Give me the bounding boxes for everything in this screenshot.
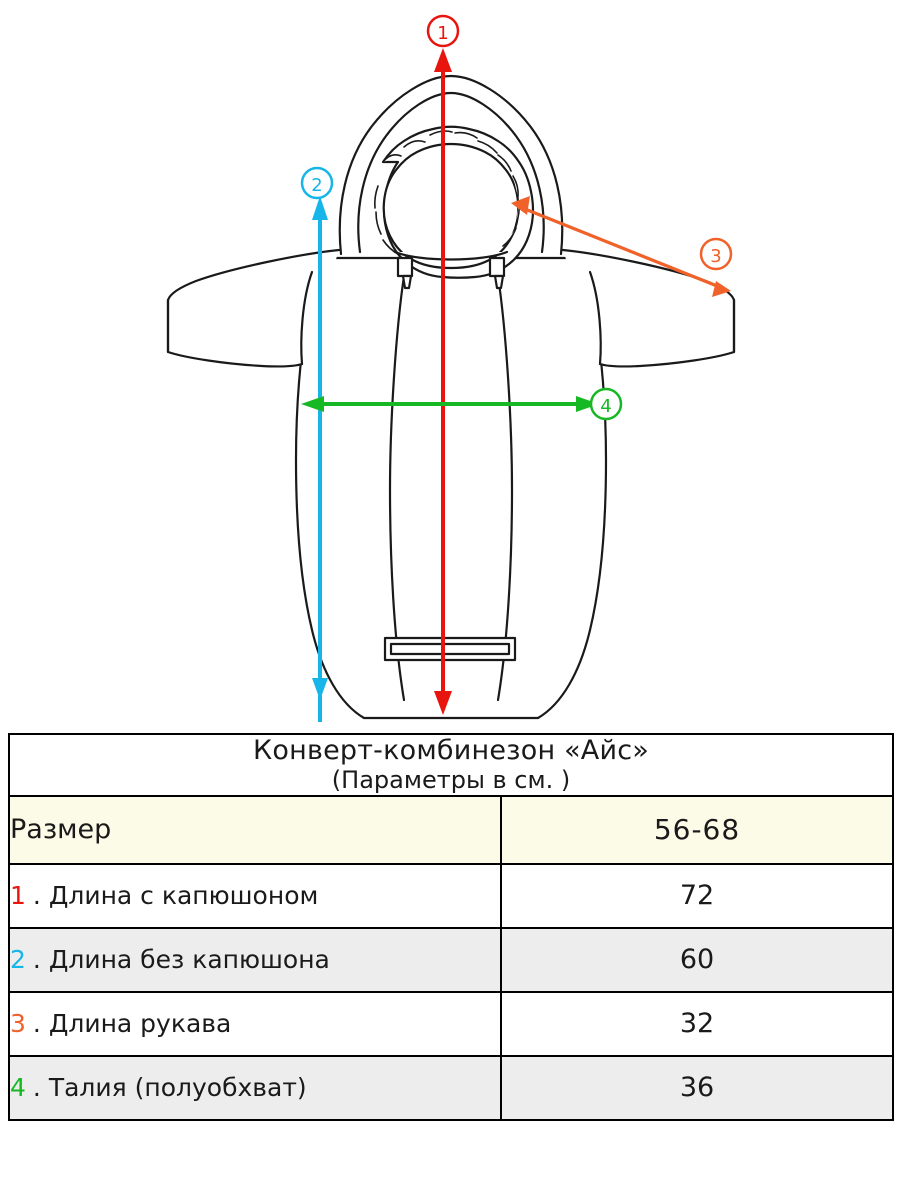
param-value-2: 60 <box>501 928 893 992</box>
param-cell-4 <box>9 1056 501 1120</box>
svg-text:1: 1 <box>437 23 449 44</box>
param-number-3: 3 <box>10 1009 26 1039</box>
svg-text:3: 3 <box>710 246 722 267</box>
param-label-4: Талия (полуобхват) <box>48 1073 307 1103</box>
header-size-label: Размер <box>9 796 501 864</box>
param-dot-3: . <box>32 1009 41 1039</box>
param-label-3: Длина рукава <box>48 1009 232 1039</box>
header-size-value: 56-68 <box>501 796 893 864</box>
table-row <box>9 864 893 928</box>
table-row <box>9 992 893 1056</box>
table-title-cell <box>9 734 893 796</box>
table-row <box>9 928 893 992</box>
param-label-1: Длина с капюшоном <box>48 881 319 911</box>
table-title-line2: (Параметры в см. ) <box>331 766 571 795</box>
param-cell-1 <box>9 864 501 928</box>
table-title-line1: Конверт-комбинезон «Айс» <box>253 735 649 766</box>
svg-text:4: 4 <box>600 396 612 417</box>
param-cell-3 <box>9 992 501 1056</box>
param-value-3: 32 <box>501 992 893 1056</box>
param-dot-1: . <box>32 881 41 911</box>
param-cell-2 <box>9 928 501 992</box>
param-label-2: Длина без капюшона <box>48 945 330 975</box>
param-value-1: 72 <box>501 864 893 928</box>
table-row <box>9 1056 893 1120</box>
param-value-4: 36 <box>501 1056 893 1120</box>
param-number-4: 4 <box>10 1073 26 1103</box>
table-header-row <box>9 796 893 864</box>
param-number-1: 1 <box>10 881 26 911</box>
param-dot-4: . <box>32 1073 41 1103</box>
param-dot-2: . <box>32 945 41 975</box>
table-title-row <box>9 734 893 796</box>
param-number-2: 2 <box>10 945 26 975</box>
svg-text:2: 2 <box>311 175 323 196</box>
size-table <box>8 733 894 1121</box>
